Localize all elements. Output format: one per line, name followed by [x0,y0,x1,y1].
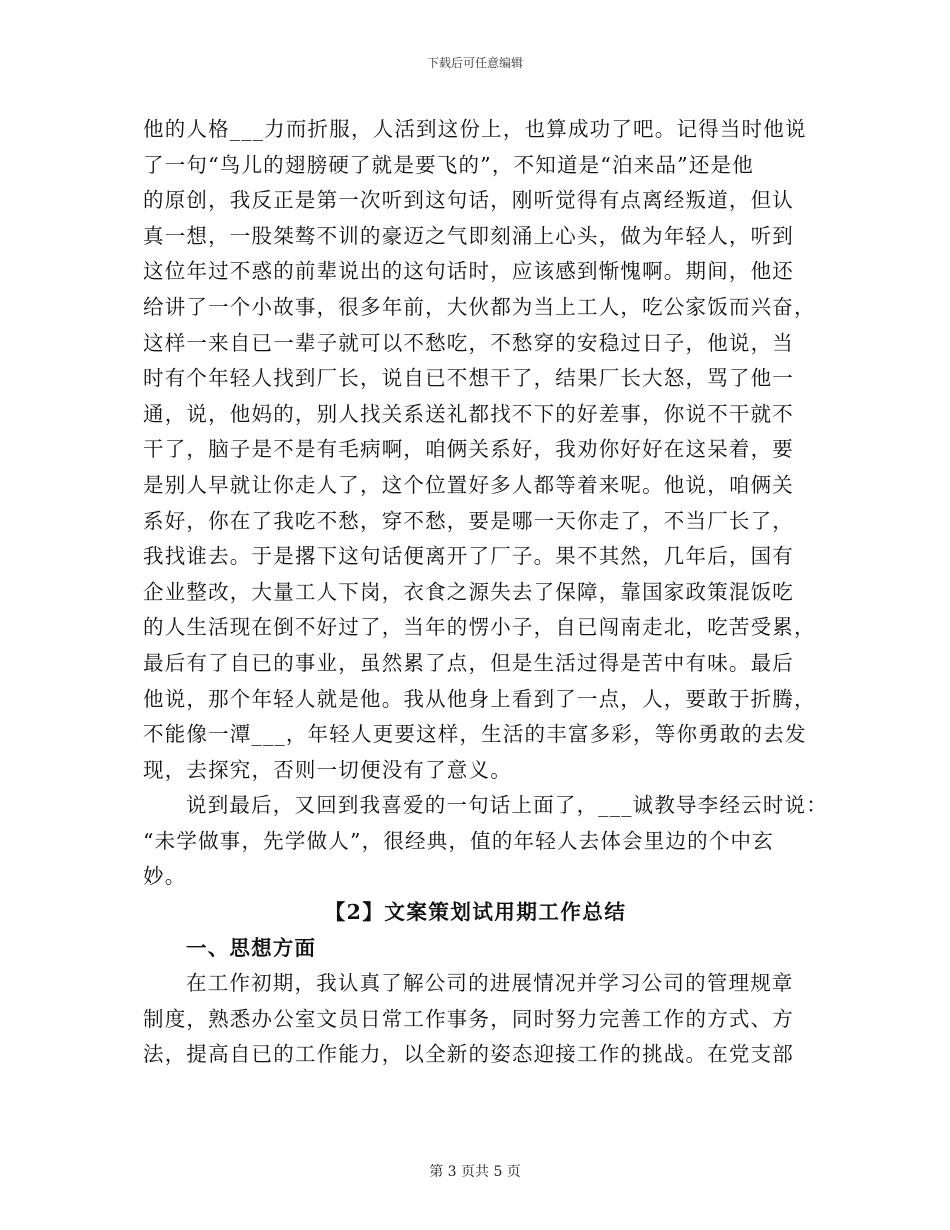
body-text [143,112,828,1073]
page-header: 下载后可任意编辑 [426,56,523,70]
subsection-heading: 一、思想方面 [186,935,317,960]
text-line: 是别人早就让你走人了，这个位置好多人都等着来呢。他说，咱俩关 [143,472,794,497]
text-line: 不能像一潭___，年轻人更要这样，生活的丰富多彩，等你勇敢的去发 [143,722,807,747]
text-line: 在工作初期，我认真了解公司的进展情况并学习公司的管理规章 [186,971,794,996]
text-line: 这位年过不惑的前辈说出的这句话时，应该感到惭愧啊。期间，他还 [143,259,794,284]
text-line: 制度，熟悉办公室文员日常工作事务，同时努力完善工作的方式、方 [143,1006,794,1031]
text-line: 干了，脑子是不是有毛病啊，咱俩关系好，我劝你好好在这呆着，要 [143,437,794,462]
text-line: 说到最后，又回到我喜爱的一句话上面了，___诚教导李经云时说： [186,793,828,818]
text-line: 他说，那个年轻人就是他。我从他身上看到了一点，人，要敢于折腾， [143,686,816,711]
text-line: 妙。 [143,864,187,889]
text-line: 现，去探究，否则一切便没有了意义。 [143,757,512,782]
text-line: 系好，你在了我吃不愁，穿不愁，要是哪一天你走了，不当厂长了， [143,508,794,533]
text-line: 他的人格___力而折服，人活到这份上，也算成功了吧。记得当时他说 [143,117,807,141]
text-line: 的原创，我反正是第一次听到这句话，刚听觉得有点离经叛道，但认 [143,188,794,213]
text-line: “未学做事，先学做人”，很经典，值的年轻人去体会里边的个中玄 [143,828,774,853]
text-line: 的人生活现在倒不好过了，当年的愣小子，自已闯南走北，吃苦受累， [143,615,816,640]
text-line: 了一句“鸟儿的翅膀硬了就是要飞的”，不知道是“泊来品”还是他 [143,152,754,177]
text-line: 时有个年轻人找到厂长，说自已不想干了，结果厂长大怒，骂了他一 [143,366,794,391]
text-line: 法，提高自已的工作能力，以全新的姿态迎接工作的挑战。在党支部 [143,1042,794,1067]
page-footer: 第 3 页共 5 页 [429,1164,521,1180]
section-heading: 【2】文案策划试用期工作总结 [324,900,627,925]
text-line: 最后有了自已的事业，虽然累了点，但是生活过得是苦中有味。最后 [143,650,794,675]
text-line: 给讲了一个小故事，很多年前，大伙都为当上工人，吃公家饭而兴奋， [143,294,816,319]
text-line: 通，说，他妈的，别人找关系送礼都找不下的好差事，你说不干就不 [143,401,794,426]
text-line: 真一想，一股桀骜不训的豪迈之气即刻涌上心头，做为年轻人，听到 [143,223,794,248]
text-line: 这样一来自已一辈子就可以不愁吃，不愁穿的安稳过日子，他说，当 [143,330,794,355]
text-line: 我找谁去。于是撂下这句话便离开了厂子。果不其然，几年后，国有 [143,544,794,569]
text-line: 企业整改，大量工人下岗，衣食之源失去了保障，靠国家政策混饭吃 [143,579,794,604]
